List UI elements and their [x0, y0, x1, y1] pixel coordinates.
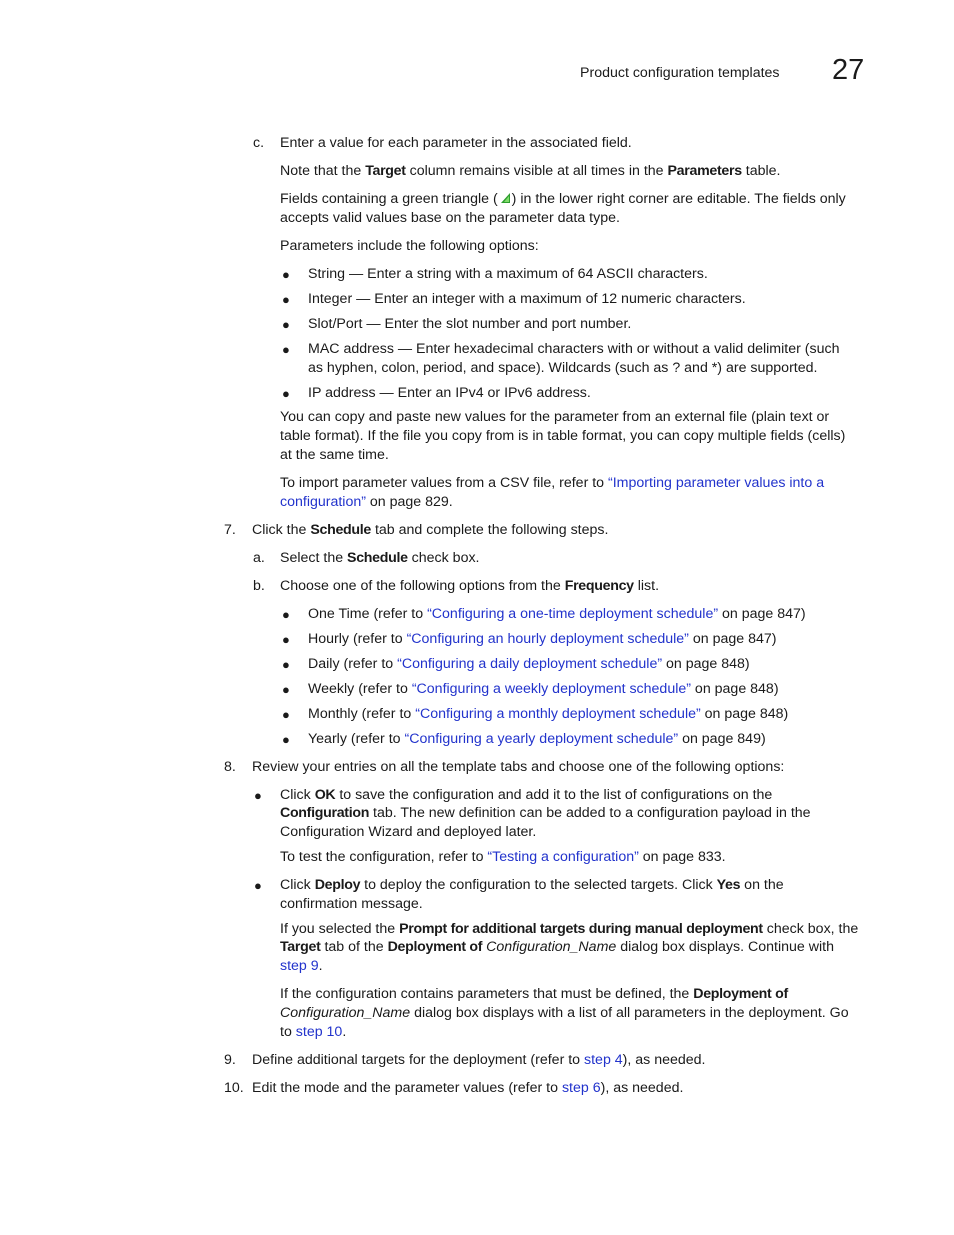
step-marker-10: 10.	[224, 1080, 244, 1096]
step-marker-9: 9.	[224, 1052, 236, 1068]
freq-item-hourly: Hourly (refer to “Configuring an hourly deployment schedule” on page 847)	[308, 631, 777, 647]
editable-fields-line-2: accepts valid values base on the parameter data type.	[280, 210, 620, 226]
prompt-targets-line-1: If you selected the Prompt for additional targets during manual deployment check box, the	[280, 921, 859, 937]
step-10-link[interactable]: step 10	[295, 1024, 343, 1040]
freq-item-yearly: Yearly (refer to “Configuring a yearly deployment schedule” on page 849)	[308, 731, 766, 747]
green-triangle-icon	[498, 191, 512, 205]
parameters-defined-line-2: Configuration_Name dialog box displays with a list of all parameters in the deployment. Go	[280, 1005, 849, 1021]
bullet-icon: ●	[254, 788, 262, 803]
importing-parameter-values-link[interactable]: “Importing parameter values into a	[608, 475, 825, 491]
param-option-integer: Integer — Enter an integer with a maximum of 12 numeric characters.	[308, 291, 746, 307]
monthly-schedule-link[interactable]: “Configuring a monthly deployment schedule”	[415, 706, 701, 722]
bullet-icon: ●	[282, 292, 290, 307]
yearly-schedule-link[interactable]: “Configuring a yearly deployment schedule”	[404, 731, 679, 747]
parameters-intro: Parameters include the following options:	[280, 238, 539, 254]
step-9-link[interactable]: step 9	[280, 958, 319, 974]
step-10-text: Edit the mode and the parameter values (refer to step 6), as needed.	[252, 1080, 684, 1096]
test-configuration-line: To test the configuration, refer to “Testing a configuration” on page 833.	[280, 849, 726, 865]
chapter-number: 27	[832, 54, 865, 86]
freq-item-daily: Daily (refer to “Configuring a daily deployment schedule” on page 848)	[308, 656, 750, 672]
param-option-ip: IP address — Enter an IPv4 or IPv6 address.	[308, 385, 591, 401]
step-8-text: Review your entries on all the template tabs and choose one of the following options:	[252, 759, 785, 775]
bullet-icon: ●	[282, 657, 290, 672]
step-7-text: Click the Schedule tab and complete the following steps.	[252, 522, 609, 538]
import-csv-line-2: configuration” on page 829.	[280, 494, 453, 510]
parameters-defined-line-1: If the configuration contains parameters that must be defined, the Deployment of	[280, 986, 788, 1002]
target-column-note: Note that the Target column remains visible at all times in the Parameters table.	[280, 163, 781, 179]
editable-fields-line-1: Fields containing a green triangle ( ) in the lower right corner are editable. The fields only	[280, 191, 846, 207]
testing-configuration-link[interactable]: “Testing a configuration”	[487, 849, 639, 865]
step-9-text: Define additional targets for the deployment (refer to step 4), as needed.	[252, 1052, 706, 1068]
daily-schedule-link[interactable]: “Configuring a daily deployment schedule”	[397, 656, 663, 672]
weekly-schedule-link[interactable]: “Configuring a weekly deployment schedule”	[411, 681, 691, 697]
parameters-defined-line-3: to step 10.	[280, 1024, 347, 1040]
step-4-link[interactable]: step 4	[584, 1052, 623, 1068]
prompt-targets-line-3: step 9.	[280, 958, 323, 974]
bullet-icon: ●	[282, 386, 290, 401]
bullet-icon: ●	[254, 878, 262, 893]
running-header-title: Product configuration templates	[580, 65, 780, 81]
bullet-icon: ●	[282, 632, 290, 647]
copy-paste-line-3: at the same time.	[280, 447, 389, 463]
step-6-link[interactable]: step 6	[561, 1080, 601, 1096]
param-option-mac-line-1: MAC address — Enter hexadecimal characters with or without a valid delimiter (such	[308, 341, 840, 357]
bullet-icon: ●	[282, 267, 290, 282]
bullet-icon: ●	[282, 732, 290, 747]
step-marker-c: c.	[253, 135, 265, 151]
step-7a-text: Select the Schedule check box.	[280, 550, 480, 566]
ok-option-line-3: Configuration Wizard and deployed later.	[280, 824, 537, 840]
prompt-targets-line-2: Target tab of the Deployment of Configuration_Name dialog box displays. Continue with	[280, 939, 834, 955]
bullet-icon: ●	[282, 707, 290, 722]
importing-parameter-values-link-cont[interactable]: configuration”	[280, 494, 366, 510]
step-7b-text: Choose one of the following options from the Frequency list.	[280, 578, 660, 594]
freq-item-monthly: Monthly (refer to “Configuring a monthly deployment schedule” on page 848)	[308, 706, 789, 722]
bullet-icon: ●	[282, 342, 290, 357]
step-marker-7a: a.	[253, 550, 265, 566]
param-option-slot-port: Slot/Port — Enter the slot number and port number.	[308, 316, 632, 332]
import-csv-line-1: To import parameter values from a CSV file, refer to “Importing parameter values into a	[280, 475, 825, 491]
one-time-schedule-link[interactable]: “Configuring a one-time deployment schedule”	[427, 606, 719, 622]
step-c-text: Enter a value for each parameter in the associated field.	[280, 135, 632, 151]
freq-item-one-time: One Time (refer to “Configuring a one-time deployment schedule” on page 847)	[308, 606, 806, 622]
freq-item-weekly: Weekly (refer to “Configuring a weekly deployment schedule” on page 848)	[308, 681, 779, 697]
hourly-schedule-link[interactable]: “Configuring an hourly deployment schedule”	[406, 631, 689, 647]
bullet-icon: ●	[282, 607, 290, 622]
bullet-icon: ●	[282, 682, 290, 697]
param-option-string: String — Enter a string with a maximum of 64 ASCII characters.	[308, 266, 708, 282]
copy-paste-line-1: You can copy and paste new values for the parameter from an external file (plain text or	[280, 409, 830, 425]
copy-paste-line-2: table format). If the file you copy from is in table format, you can copy multiple fields (cells)	[280, 428, 846, 444]
step-marker-8: 8.	[224, 759, 236, 775]
step-marker-7: 7.	[224, 522, 236, 538]
deploy-option-line-2: confirmation message.	[280, 896, 423, 912]
bullet-icon: ●	[282, 317, 290, 332]
ok-option-line-2: Configuration tab. The new definition can be added to a configuration payload in the	[280, 805, 811, 821]
ok-option-line-1: Click OK to save the configuration and add it to the list of configurations on the	[280, 787, 773, 803]
param-option-mac-line-2: as hyphen, colon, period, and space). Wildcards (such as ? and *) are supported.	[308, 360, 818, 376]
step-marker-7b: b.	[253, 578, 265, 594]
deploy-option-line-1: Click Deploy to deploy the configuration to the selected targets. Click Yes on the	[280, 877, 784, 893]
